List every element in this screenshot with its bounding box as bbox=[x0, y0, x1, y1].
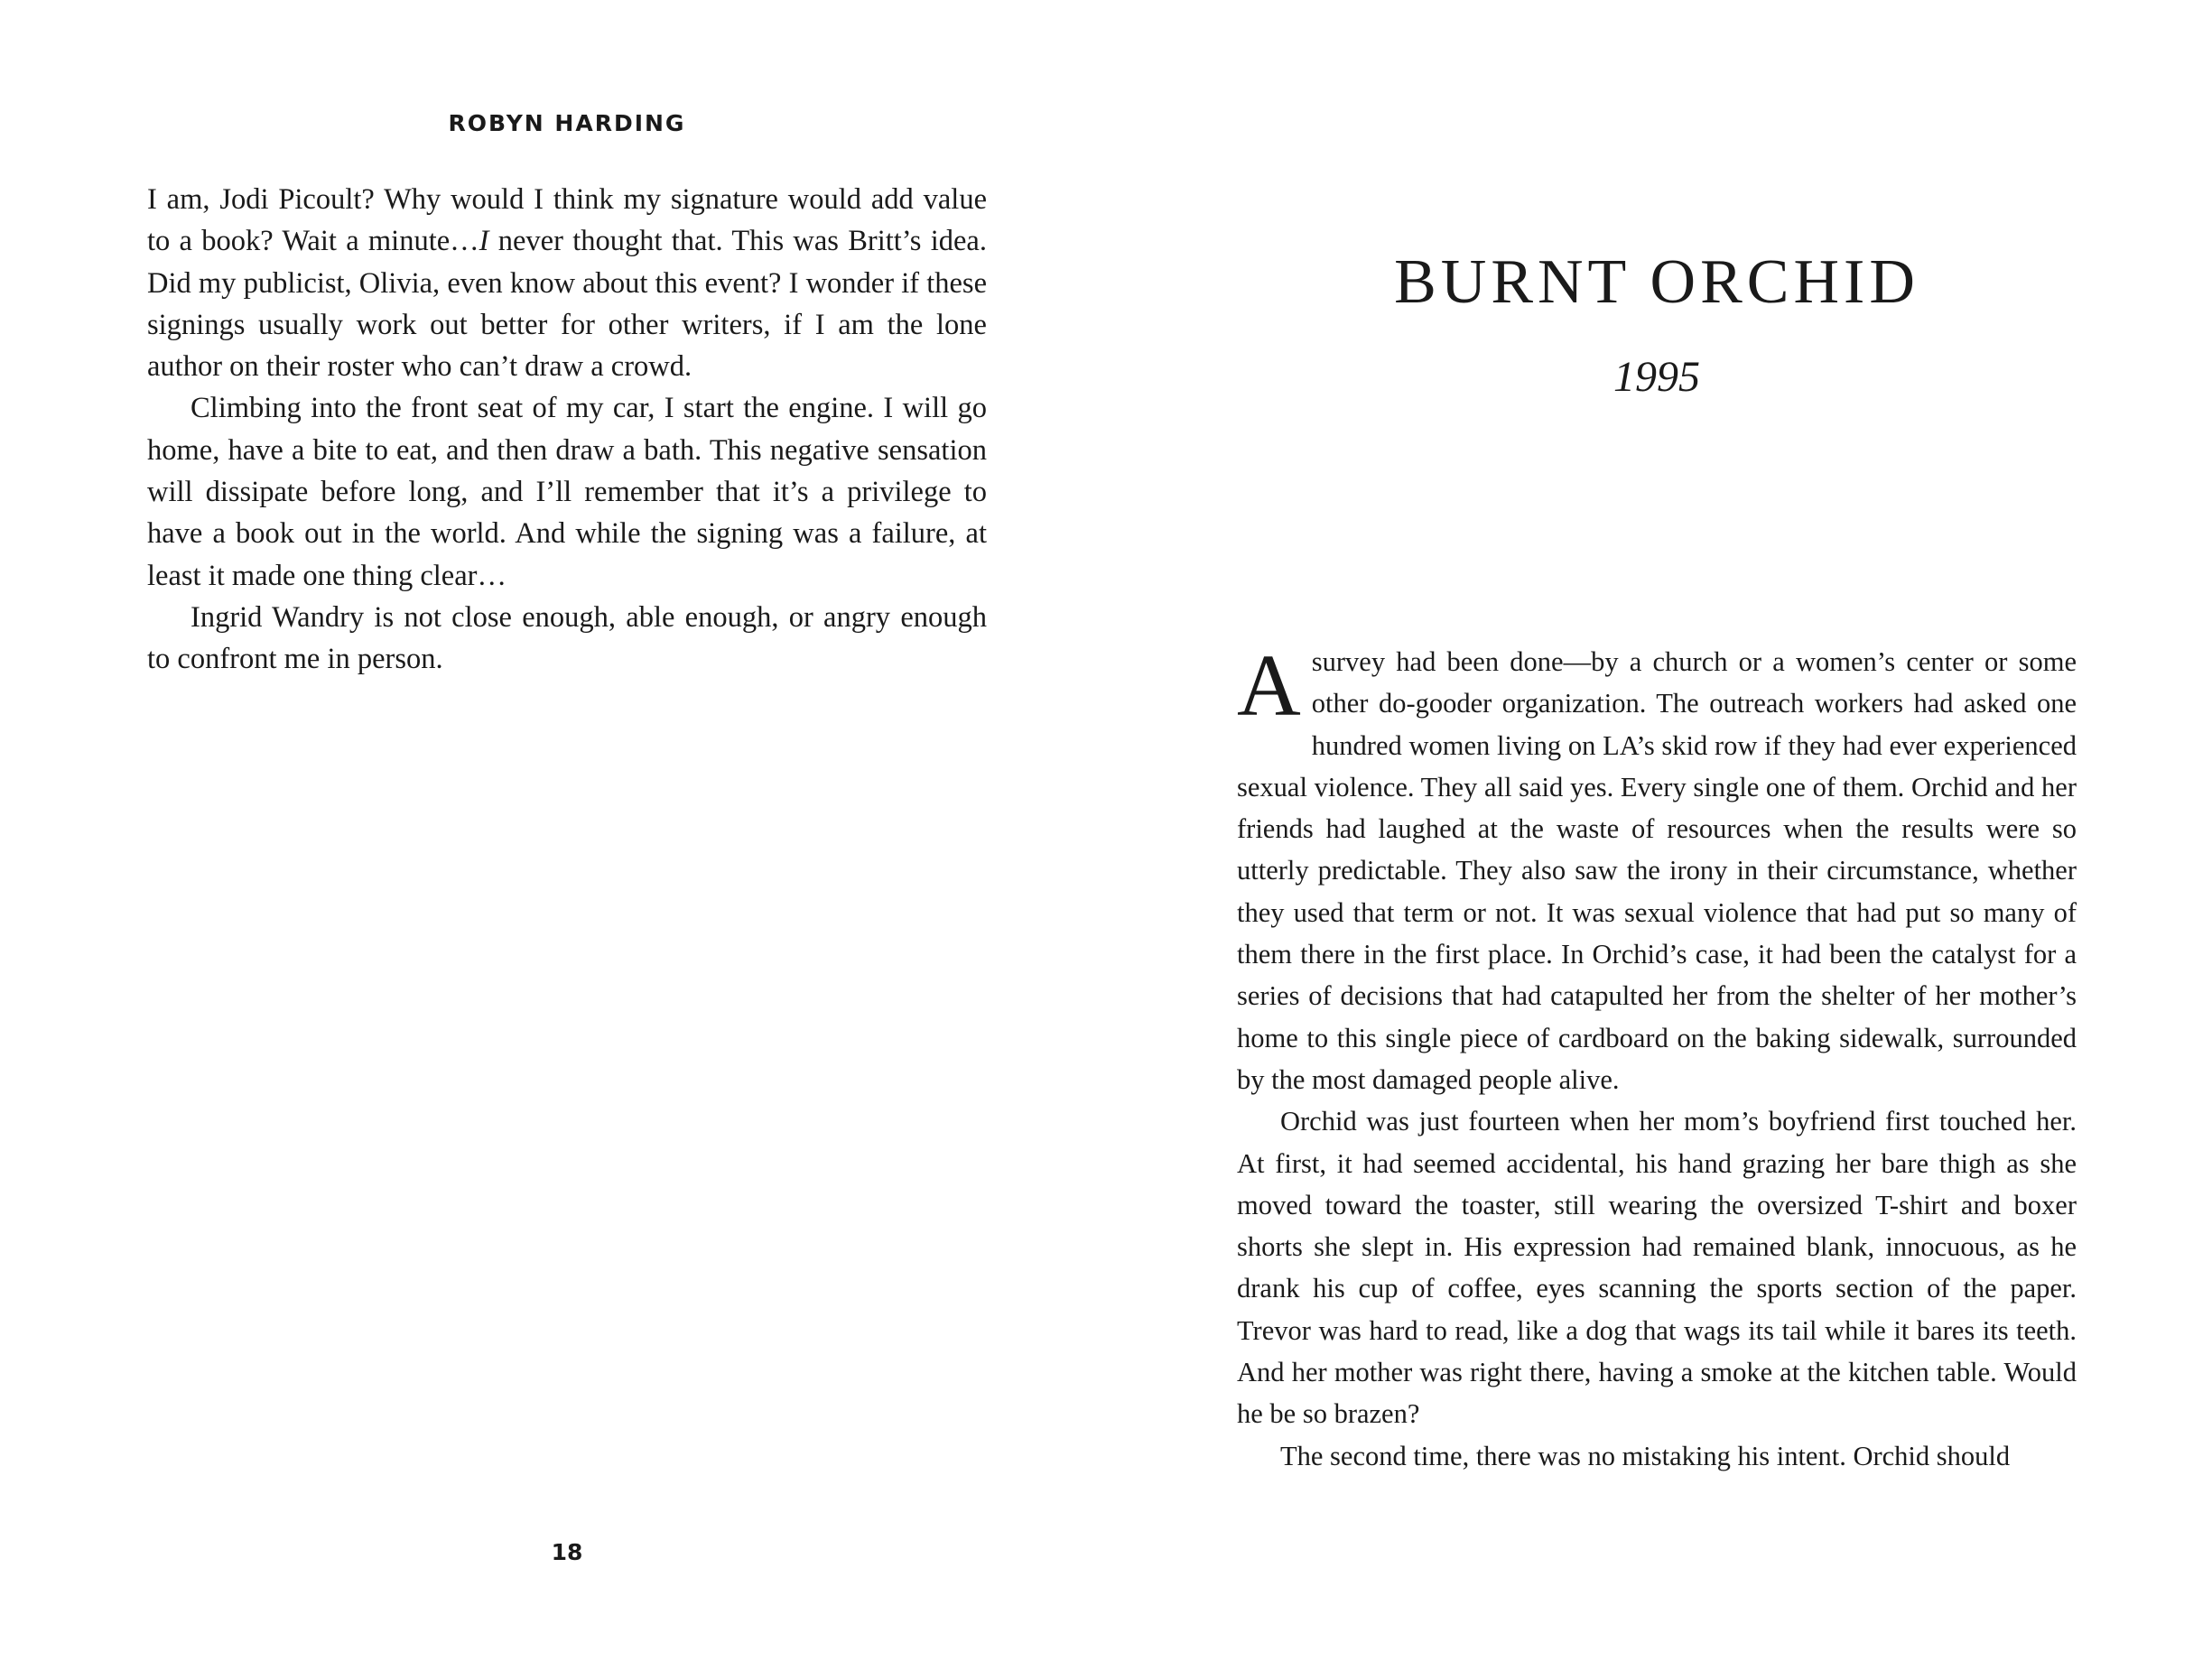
left-paragraph-2: Climbing into the front seat of my car, I start the engine. I will go home, have a bite to eat, and then draw a bath. This negative sensation will dissipate before long, and I’ll remember that it’s a privilege to have a book out in the world. And while the signing was a failure, at least it made one thing clear… bbox=[147, 392, 987, 592]
paragraph-text: survey had been done—by a church or a women’s center or some other do-gooder organization. The outreach workers had asked one hundred women living on LA’s skid row if they had ever experienced sexual violence. They all said yes. Every single one of them. Orchid and her friends had laughed at the waste of resources when the results were so utterly predictable. They also saw the irony in their circumstance, whether they used that term or not. It was sexual violence that had put so many of them there in the first place. In Orchid’s case, it had been the catalyst for a series of decisions that had catapulted her from the shelter of her mother’s home to this single piece of cardboard on the baking sidewalk, surrounded by the most damaged people alive. bbox=[1237, 646, 2077, 1095]
right-page bbox=[1106, 0, 2212, 1670]
page-number: 18 bbox=[551, 1539, 583, 1565]
left-page-body bbox=[147, 179, 987, 681]
drop-cap: A bbox=[1237, 637, 1301, 735]
paragraph-text: never thought that. This was Britt’s idea. Did my publicist, Olivia, even know about this event? I wonder if these signings usually work out better for other writers, if I am the lone author on their roster who can’t draw a crowd. bbox=[147, 225, 987, 384]
right-paragraph-1 bbox=[1237, 637, 2077, 1100]
italic-word: I bbox=[479, 225, 489, 258]
left-paragraph-1 bbox=[147, 179, 987, 387]
left-paragraph-3: Ingrid Wandry is not close enough, able enough, or angry enough to confront me in person. bbox=[147, 600, 987, 676]
right-paragraph-3: The second time, there was no mistaking his intent. Orchid should bbox=[1280, 1440, 2011, 1471]
paragraph-text: I am, Jodi Picoult? Why would I think my signature would add value to a book? Wait a minute… bbox=[147, 183, 987, 258]
right-page-body bbox=[1237, 637, 2077, 1477]
right-paragraph-2: Orchid was just fourteen when her mom’s boyfriend first touched her. At first, it had seemed accidental, his hand grazing her bare thigh as she moved toward the toaster, still wearing the oversized T-shirt and boxer shorts she slept in. His expression had remained blank, innocuous, as he drank his cup of coffee, eyes scanning the sports section of the paper. Trevor was hard to read, like a dog that wags its tail while it bares its teeth. And her mother was right there, having a smoke at the kitchen table. Would he be so brazen? bbox=[1237, 1106, 2077, 1430]
running-header: ROBYN HARDING bbox=[448, 110, 686, 136]
chapter-year: 1995 bbox=[1613, 353, 1700, 401]
chapter-title: BURNT ORCHID bbox=[1394, 247, 1919, 317]
